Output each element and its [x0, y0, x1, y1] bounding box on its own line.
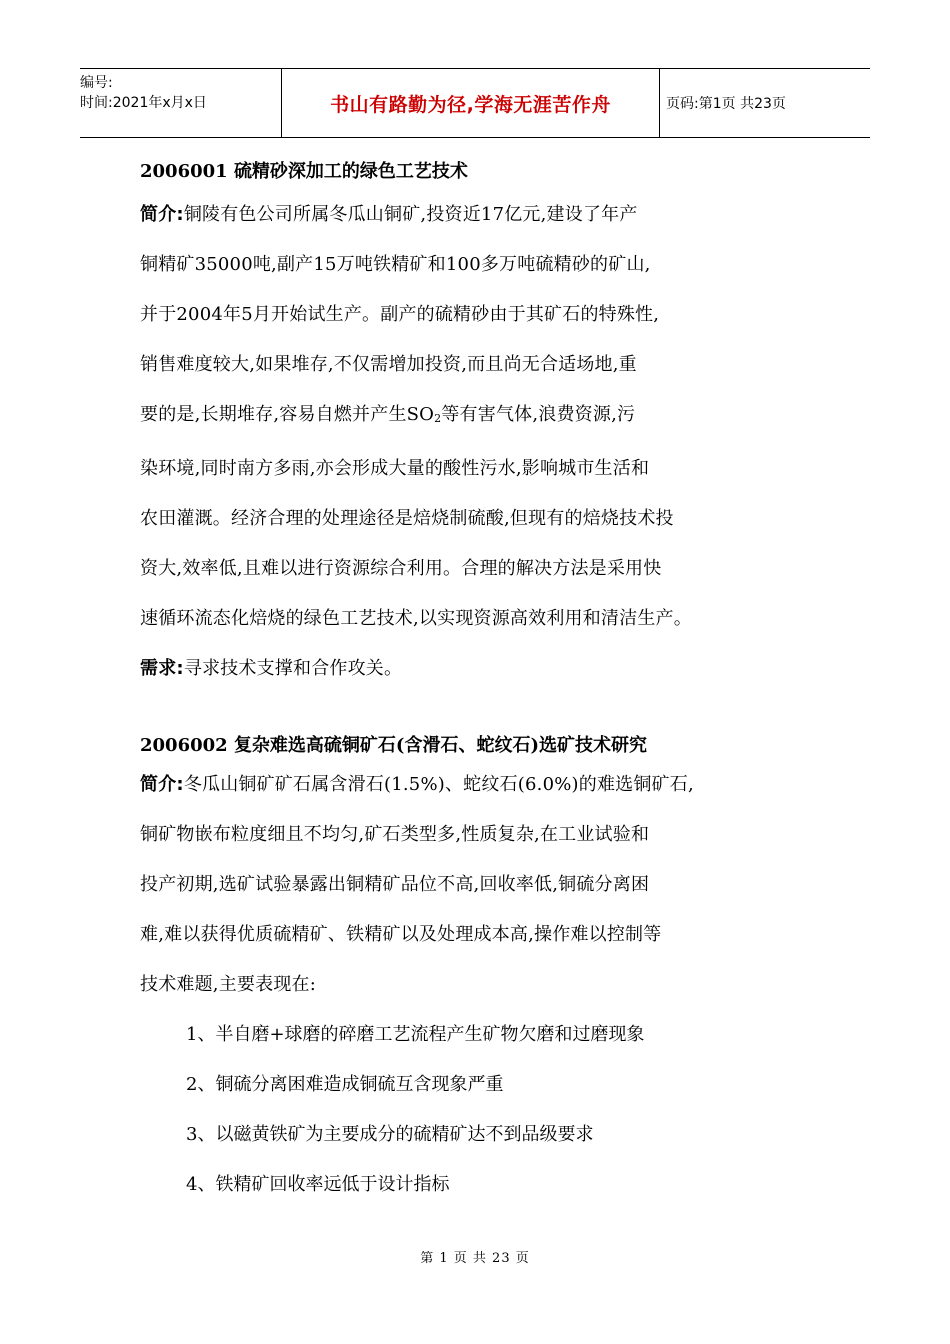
- so2-formula: SO: [406, 404, 435, 425]
- header-motto-cell: [282, 69, 660, 137]
- intro-line-text: 等有害气体,浪费资源,污: [441, 404, 636, 425]
- intro-line: 难,难以获得优质硫精矿、铁精矿以及处理成本高,操作难以控制等: [140, 924, 662, 945]
- intro-line: [140, 190, 840, 240]
- demand-line: [140, 644, 840, 694]
- time-label: 时间:2021年x月x日: [80, 95, 207, 111]
- section-1-title: 2006001 硫精砂深加工的绿色工艺技术: [140, 161, 468, 182]
- intro-line: [140, 390, 840, 444]
- intro-line-text: 要的是,长期堆存,容易自燃并产生: [140, 404, 407, 425]
- intro-line: [140, 760, 840, 810]
- intro-line: 铜矿物嵌布粒度细且不均匀,矿石类型多,性质复杂,在工业试验和: [140, 824, 650, 845]
- section-2-title: 2006002 复杂难选高硫铜矿石(含滑石、蛇纹石)选矿技术研究: [140, 735, 647, 756]
- intro-line: 铜精矿35000吨,副产15万吨铁精矿和100多万吨硫精砂的矿山,: [140, 254, 651, 275]
- so2-subscript: 2: [434, 412, 442, 425]
- demand-label: 需求:: [140, 658, 184, 679]
- intro-line: 资大,效率低,且难以进行资源综合利用。合理的解决方法是采用快: [140, 558, 662, 579]
- section-1-intro: [140, 190, 840, 694]
- list-item: 2、铜硫分离困难造成铜硫互含现象严重: [186, 1074, 504, 1095]
- section-1-intro-paragraph: [140, 190, 840, 694]
- intro-line: 速循环流态化焙烧的绿色工艺技术,以实现资源高效利用和清洁生产。: [140, 608, 692, 629]
- intro-line: 投产初期,选矿试验暴露出铜精矿品位不高,回收率低,铜硫分离困: [140, 874, 650, 895]
- page-header: [80, 68, 870, 138]
- intro-line: 并于2004年5月开始试生产。副产的硫精砂由于其矿石的特殊性,: [140, 304, 660, 325]
- list-item: 4、铁精矿回收率远低于设计指标: [186, 1174, 450, 1195]
- section-2-intro: [140, 760, 840, 1010]
- section-2: [140, 734, 840, 758]
- intro-line: 染环境,同时南方多雨,亦会形成大量的酸性污水,影响城市生活和: [140, 458, 650, 479]
- demand-text: 寻求技术支撑和合作攻关。: [183, 658, 403, 679]
- intro-label: 简介:: [140, 204, 184, 225]
- header-motto: 书山有路勤为径,学海无涯苦作舟: [330, 93, 611, 116]
- section-1: [140, 160, 840, 184]
- section-2-intro-paragraph: [140, 760, 840, 1010]
- serial-label: 编号:: [80, 75, 113, 91]
- intro-line-text: 铜陵有色公司所属冬瓜山铜矿,投资近17亿元,建设了年产: [183, 204, 638, 225]
- intro-line-text: 冬瓜山铜矿矿石属含滑石(1.5%)、蛇纹石(6.0%)的难选铜矿石,: [183, 774, 694, 795]
- intro-line: 技术难题,主要表现在:: [140, 974, 316, 995]
- list-item: 1、半自磨+球磨的碎磨工艺流程产生矿物欠磨和过磨现象: [186, 1024, 645, 1045]
- header-page-info: 页码:第1页 共23页: [666, 96, 786, 112]
- intro-line: 销售难度较大,如果堆存,不仅需增加投资,而且尚无合适场地,重: [140, 354, 637, 375]
- intro-line: 农田灌溉。经济合理的处理途径是焙烧制硫酸,但现有的焙烧技术投: [140, 508, 674, 529]
- intro-label: 简介:: [140, 774, 184, 795]
- list-item: 3、以磁黄铁矿为主要成分的硫精矿达不到品级要求: [186, 1124, 594, 1145]
- problem-list: [186, 1010, 846, 1210]
- header-meta: [80, 69, 282, 137]
- page-footer: 第 1 页 共 23 页: [420, 1251, 530, 1266]
